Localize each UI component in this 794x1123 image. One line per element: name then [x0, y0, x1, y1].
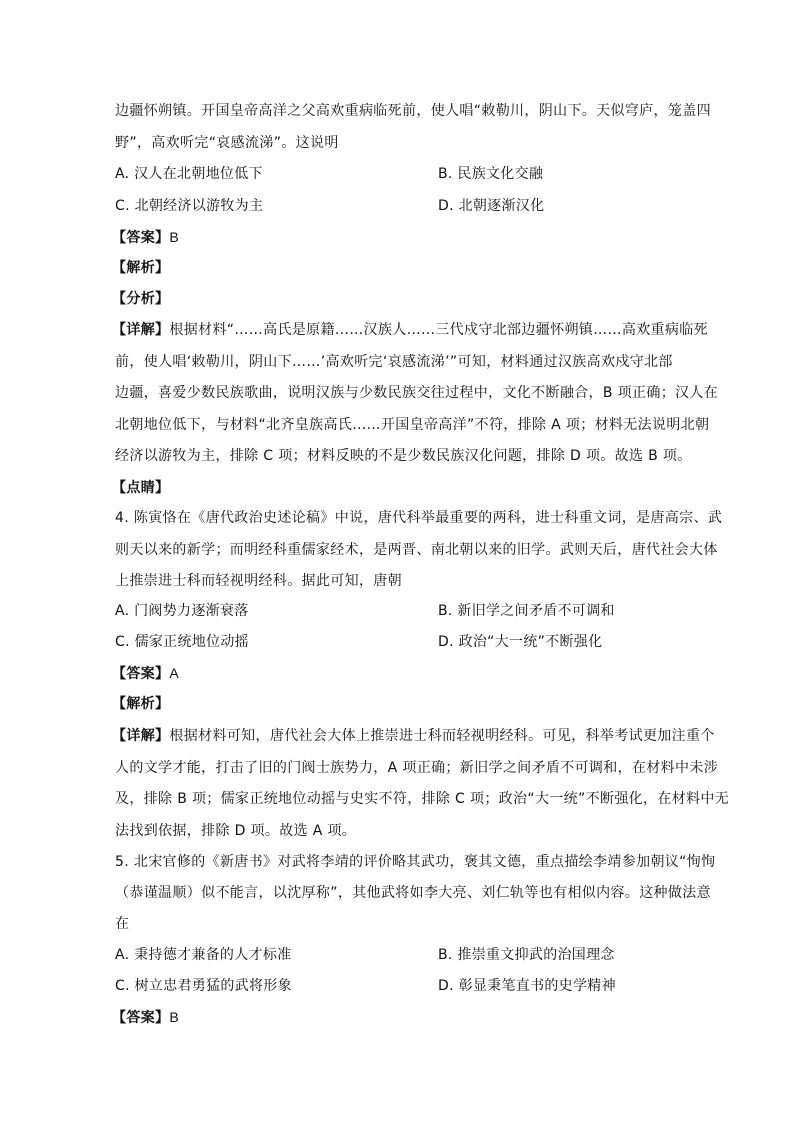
q5-answer	[112, 1007, 712, 1028]
q4-detail-line-2: 人的文学才能，打击了旧的门阀士族势力，A 项正确；新旧学之间矛盾不可调和，在材料中未涉	[115, 760, 719, 776]
q3-detail-line-1	[112, 320, 712, 340]
q3-option-b: B. 民族文化交融	[438, 166, 544, 182]
q5-option-b: B. 推崇重文抑武的治国理念	[438, 947, 615, 963]
answer-tag: 【答案】	[112, 666, 170, 682]
q4-stem-line-1: 4. 陈寅恪在《唐代政治史述论稿》中说，唐代科举最重要的两科，进士科重文词，是唐高宗、武	[115, 510, 723, 526]
detail-text: 根据材料可知，唐代社会大体上推崇进士科而轻视明经科。可见，科举考试更加注重个	[169, 728, 715, 744]
answer-value: B	[169, 1009, 180, 1025]
q5-option-c: C. 树立忠君勇猛的武将形象	[115, 978, 292, 994]
q3-option-a: A. 汉人在北朝地位低下	[115, 166, 263, 182]
q5-stem-line-2: （恭谨温顺）似不能言，以沈厚称”，其他武将如李大亮、刘仁轨等也有相似内容。这种做法意	[115, 885, 711, 901]
q3-detail-line-5: 经济以游牧为主，排除 C 项；材料反映的不是少数民族汉化问题，排除 D 项。故选 B 项。	[115, 448, 692, 464]
q3-detail-line-3: 边疆，喜爱少数民族歌曲，说明汉族与少数民族交往过程中，文化不断融合，B 项正确；汉人在	[115, 385, 719, 401]
q3-detail-line-2: 前，使人唱‘敕勒川，阴山下……’高欢听完‘哀感流涕’”可知，材料通过汉族高欢戍守北部	[115, 354, 673, 370]
q3-fenxi-tag: 【分析】	[112, 291, 170, 307]
detail-tag: 【详解】	[112, 322, 170, 338]
q4-stem-line-3: 上推崇进士科而轻视明经科。据此可知，唐朝	[115, 573, 402, 589]
answer-value: B	[169, 229, 180, 245]
detail-text: 根据材料“……高氏是原籍……汉族人……三代戍守北部边疆怀朔镇……高欢重病临死	[169, 322, 708, 338]
q4-stem-line-2: 则天以来的新学；而明经科重儒家经术，是两晋、南北朝以来的旧学。武则天后，唐代社会大体	[115, 542, 718, 558]
q3-stem-line-2: 野”，高欢听完“哀感流涕”。这说明	[115, 135, 339, 151]
q4-analysis-tag: 【解析】	[112, 696, 170, 712]
answer-tag: 【答案】	[112, 230, 170, 246]
q4-detail-line-1	[112, 726, 715, 746]
q3-stem-line-1: 边疆怀朔镇。开国皇帝高洋之父高欢重病临死前，使人唱“敕勒川，阴山下。天似穹庐，笼盖四	[115, 103, 711, 119]
q5-stem-line-3: 在	[115, 916, 130, 932]
q3-option-d: D. 北朝逐渐汉化	[438, 198, 545, 214]
q4-option-a: A. 门阀势力逐渐衰落	[115, 603, 249, 619]
answer-value: A	[169, 665, 180, 681]
q3-dianjing-tag: 【点睛】	[112, 480, 170, 496]
q4-answer	[112, 663, 712, 684]
q3-answer	[112, 227, 712, 248]
q5-option-d: D. 彰显秉笔直书的史学精神	[438, 978, 616, 994]
q3-detail-line-4: 北朝地位低下，与材料“北齐皇族高氏……开国皇帝高洋”不符，排除 A 项；材料无法说明北朝	[115, 417, 710, 433]
q4-option-d: D. 政治“大一统”不断强化	[438, 634, 603, 650]
q4-detail-line-3: 及，排除 B 项；儒家正统地位动摇与史实不符，排除 C 项；政治“大一统”不断强化，在材料中无	[115, 791, 730, 807]
q3-option-c: C. 北朝经济以游牧为主	[115, 198, 264, 214]
q4-option-c: C. 儒家正统地位动摇	[115, 634, 249, 650]
detail-tag: 【详解】	[112, 728, 170, 744]
q3-analysis-tag: 【解析】	[112, 260, 170, 276]
q4-option-b: B. 新旧学之间矛盾不可调和	[438, 603, 615, 619]
q4-detail-line-4: 法找到依据，排除 D 项。故选 A 项。	[115, 823, 357, 839]
q5-option-a: A. 秉持德才兼备的人才标准	[115, 947, 292, 963]
answer-tag: 【答案】	[112, 1010, 170, 1026]
q5-stem-line-1: 5. 北宋官修的《新唐书》对武将李靖的评价略其武功，褒其文德，重点描绘李靖参加朝议“恂恂	[115, 854, 716, 870]
